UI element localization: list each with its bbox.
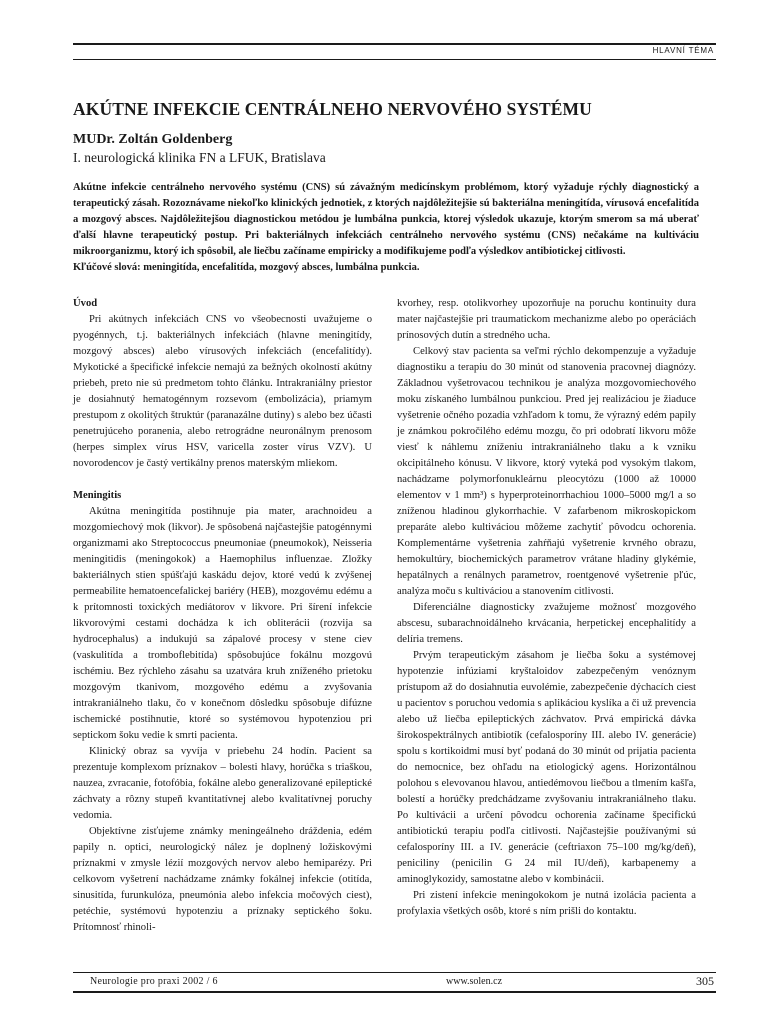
paragraph: Diferenciálne diagnosticky zvažujeme možnosť mozgového abscesu, subarachnoidálneho krvácania, herpetickej encephalitídy a delíria tremens. — [397, 602, 696, 645]
paragraph: Celkový stav pacienta sa veľmi rýchlo dekompenzuje a vyžaduje diagnostiku a terapiu do 30 minút od stanovenia pracovnej diagnózy. Základnou vyšetrovacou technikou je analýza mozgovomiechového moku získaného lumbálnou punkciou. Pred jej realizáciou je žiaduce vyšetrenie očného pozadia vzhľadom k tomu, že výrazný edém papily je známkou pokročilého edému mozgu, čo pri odobratí likvoru môže viesť k náhlemu zníženiu intrakraniálneho tlaku a k vzniku okcipitálneho kónusu. V likvore, ktorý vyteká pod vysokým tlakom, nachádzame polymorfonukleárnu pleocytózu (1000 až 10000 elementov v 1 mm³) s hyperproteinorrhachiou 1000–5000 mg/l a so zníženou hladinou glykorrhachie. V zafarbenom mikroskopickom preparáte alebo kultiváciou môžeme zachytiť pôvodcu ochorenia. Komplementárne vyšetrenia zahŕňajú vyšetrenie krvného obrazu, hemokultúry, biochemických parametrov vrátane hladiny glykémie, hepatálnych a renálnych parametrov, roentgenové vyšetrenie pľúc, analýza moču s kultiváciou a stanovením citlivosti. — [397, 346, 696, 597]
paragraph: kvorhey, resp. otolikvorhey upozorňuje na poruchu kontinuity dura mater najčastejšie pri traumatickom mechanizme alebo po operáciách prínosových dutín a stredného ucha. — [397, 298, 696, 341]
header-rule — [73, 43, 716, 60]
paragraph: Pri zistení infekcie meningokokom je nutná izolácia pacienta a profylaxia všetkých osôb, ktoré s ním prišli do kontaktu. — [397, 890, 696, 917]
paragraph: Pri akútnych infekciách CNS vo všeobecnosti uvažujeme o pyogénnych, t.j. bakteriálnych infekciách (hlavne meningitídy, mozgový absces) alebo vírusových infekciách (encefalitídy). Mykotické a špecifické infekcie nemajú za bežných okolností akútny priebeh, preto nie sú predmetom tohto článku. Intrakraniálny priestor je dosiahnutý hematogénnym rozsevom (embolizácia), priamym prestupom z okolitých štruktúr (paranazálne dutiny) s alebo bez účasti penetrujúceho poranenia, alebo retrográdne neuronálnym prenosom (herpes simplex vírus HSV, varicella zoster vírus VZV). U novorodencov je častý vertikálny prenos materským mliekom. — [73, 314, 372, 469]
abstract-text: Akútne infekcie centrálneho nervového systému (CNS) sú závažným medicínskym problémom, ktorý vyžaduje rýchly diagnostický a terapeutický zásah. Rozoznávame niekoľko klinických jednotiek, z ktorých najdôležitejšie sú bakteriálna meningitída, vírusová encefalitída a mozgový absces. Najdôležitejšou diagnostickou metódou je lumbálna punkcia, ktorej výsledok ukazuje, ktorým smerom sa má uberať ďalší hlavne terapeutický postup. Pri bakteriálnych infekciách centrálneho nervového systému (CNS) nečakáme na kultiváciu mikroorganizmu, ktorý ich spôsobil, ale liečbu začíname empiricky a modifikujeme podľa výsledkov antibiotickej citlivosti. — [73, 182, 699, 257]
article-author: MUDr. Zoltán Goldenberg — [73, 132, 233, 147]
footer-rule — [73, 972, 716, 973]
abstract — [73, 180, 699, 276]
keywords: Kľúčové slová: meningitída, encefalitída, mozgový absces, lumbálna punkcia. — [73, 262, 420, 273]
footer-journal: Neurologie pro praxi 2002 / 6 — [90, 976, 218, 987]
paragraph: Objektívne zisťujeme známky meningeálneho dráždenia, edém papily n. optici, neurologický nález je doplnený ložiskovými príznakmi v zmysle lézií mozgových nervov alebo hemiparézy. Pri celkovom vyšetrení nachádzame známky fokálnej infekcie (otitída, sinusitída, furunkulóza, pneumónia alebo infekcia močových ciest), petéchie, systémovú hypotenziu a príznaky septického šoku. Prítomnosť rhinoli- — [73, 826, 372, 933]
article-affiliation: I. neurologická klinika FN a LFUK, Bratislava — [73, 150, 326, 165]
right-column — [397, 296, 696, 920]
paragraph: Akútna meningitída postihnuje pia mater, arachnoideu a mozgomiechový mok (likvor). Je spôsobená najčastejšie patogénnymi organizmami ako Streptococcus pneumoniae (pneumokok), Neisseria meningitidis (meningokok) a Haemophilus influenzae. Zložky bakteriálnych stien spúšťajú kaskádu dejov, ktoré vedú k zvýšenej permeabilite hematoencefalickej bariéry (HEB), mozgovému edému a k prítomnosti toxických mediátorov v likvore. Pri šírení infekcie likvorovými cestami dochádza k ich obliterácii (rozvija sa hydrocephalus) a indukujú sa zápalové procesy v stene ciev (vaskulitída a tromboflebitída) spôsobujúce fokálnu mozgovú ischémiu. Bez rýchleho zásahu sa uzatvára kruh zníženého prietoku mozgovým tkanivom, mozgového edému a zvyšovania intrakraniálneho tlaku, čo v konečnom dôsledku spôsobuje difúzne ischemické postihnutie, ktoré so systémovou hypotenziou pri septickom šoku vedie k smrti pacienta. — [73, 506, 372, 741]
left-column — [73, 296, 372, 936]
page-number: 305 — [696, 974, 714, 988]
paragraph: Klinický obraz sa vyvíja v priebehu 24 hodín. Pacient sa prezentuje komplexom príznakov – bolesti hlavy, horúčka s triaškou, nauzea, zvracanie, fotofóbia, fokálne alebo generalizované epileptické záchvaty a rôzny stupeň kvantitatívnej alebo kvalitatívnej poruchy vedomia. — [73, 746, 372, 821]
footer-url[interactable]: www.solen.cz — [446, 976, 503, 987]
heading-uvod: Úvod — [73, 298, 98, 309]
heading-meningitis: Meningitis — [73, 490, 122, 501]
paragraph: Prvým terapeutickým zásahom je liečba šoku a systémovej hypotenzie infúziami kryštaloidov zabezpečeným venóznym prístupom až do dosiahnutia euvolémie, zabezpečenie dýchacích ciest u pacientov s poruchou vedomia s aplikáciou kyslíka a či už prevencia alebo už liečba epileptických záchvatov. Prvá empirická dávka širokospektrálnych antibiotík (cefalosporíny III. alebo IV. generácie) spolu s kortikoidmi musí byť podaná do 30 minút od prijatia pacienta do nemocnice, bez ohľadu na etiologický agens. Horizontálnou polohou s elevovanou hlavou, antiedémovou liečbou a tlmením kašľa, bolestí a horúčky predchádzame zvyšovaniu intrakraniálneho tlaku. Po kultivácii a určení pôvodcu ochorenia začíname špecifickú antibiotickú terapiu podľa citlivosti. Najčastejšie používanými sú cefalosporíny III. a IV. generácie (ceftriaxon 75–100 mg/kg/deň), peniciliny (penicilin G 24 mil IU/deň), karbapenemy a aminoglykozidy, samostatne alebo v kombinácii. — [397, 650, 696, 885]
article-title: AKÚTNE INFEKCIE CENTRÁLNEHO NERVOVÉHO SYSTÉMU — [73, 99, 592, 119]
section-tag: HLAVNÍ TÉMA — [652, 46, 714, 55]
footer-bottom-rule — [73, 991, 716, 993]
